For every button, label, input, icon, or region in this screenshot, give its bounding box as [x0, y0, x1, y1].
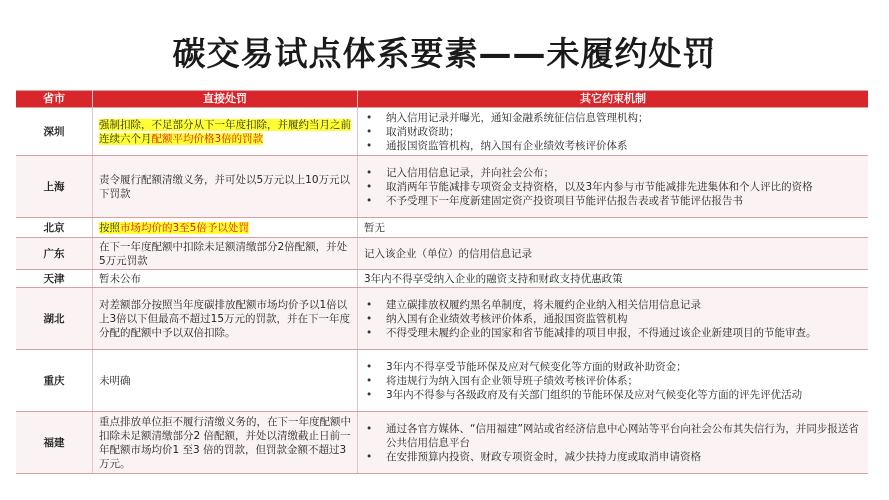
row-direct-penalty [93, 108, 358, 156]
row-city: 重庆 [16, 350, 93, 412]
row-direct-penalty: 未明确 [93, 350, 358, 412]
row-other-constraints: 3年内不得享受纳入企业的融资支持和财政支持优惠政策 [358, 270, 869, 288]
row-other-constraints [358, 156, 869, 218]
list-item: • 3年内不得参与各级政府及有关部门组织的节能环保及应对气候变化等方面的评先评优活动 [386, 388, 862, 402]
table-row [16, 218, 868, 238]
direct-text-emphasis: 配额平均价格3倍的罚款 [151, 132, 264, 145]
list-item: • 3年内不得享受节能环保及应对气候变化等方面的财政补助资金； [386, 360, 862, 374]
penalty-table [16, 90, 868, 474]
table-row [16, 156, 868, 218]
direct-text: 按照 [99, 221, 120, 234]
list-item: • 取消财政资助； [386, 125, 862, 139]
list-item: • 纳入信用记录并曝光，通知金融系统征信信息管理机构； [386, 111, 862, 125]
table-row [16, 108, 868, 156]
table-row [16, 238, 868, 270]
direct-text-emphasis: 市场均价的3至5倍予以处罚 [120, 221, 249, 234]
list-item: • 在安排预算内投资、财政专项资金时，减少扶持力度或取消申请资格 [386, 450, 862, 464]
table-row [16, 288, 868, 350]
table-row [16, 270, 868, 288]
table-row [16, 350, 868, 412]
list-item: • 建立碳排放权履约黑名单制度，将未履约企业纳入相关信用信息记录 [386, 298, 862, 312]
list-item: • 不予受理下一年度新建固定资产投资项目节能评估报告表或者节能评估报告书 [386, 194, 862, 208]
row-other-constraints [358, 412, 869, 474]
list-item: • 将违规行为纳入国有企业领导班子绩效考核评价体系； [386, 374, 862, 388]
row-direct-penalty: 重点排放单位拒不履行清缴义务的，在下一年度配额中扣除未足额清缴部分2 倍配额，并处以清缴截止日前一年配额市场均价1 至3 倍的罚款，但罚款金额不超过3 万元。 [93, 412, 358, 474]
direct-text: 强制扣除，不足部分从下一年度扣除，并履约当月之前连续六个月 [99, 118, 351, 145]
row-direct-penalty: 责令履行配额清缴义务，并可处以5万元以上10万元以下罚款 [93, 156, 358, 218]
table-header-row [16, 91, 868, 108]
list-item: • 纳入国有企业绩效考核评价体系，通报国资监管机构 [386, 312, 862, 326]
row-other-constraints [358, 108, 869, 156]
row-city: 北京 [16, 218, 93, 238]
header-other-constraints: 其它约束机制 [358, 91, 869, 108]
row-city: 湖北 [16, 288, 93, 350]
row-city: 深圳 [16, 108, 93, 156]
row-other-constraints: 记入该企业（单位）的信用信息记录 [358, 238, 869, 270]
row-direct-penalty [93, 218, 358, 238]
list-item: • 通过各官方媒体、“信用福建”网站或省经济信息中心网站等平台向社会公布其失信行为，并同步报送省公共信用信息平台 [386, 422, 862, 450]
row-direct-penalty: 在下一年度配额中扣除未足额清缴部分2倍配额，并处5万元罚款 [93, 238, 358, 270]
header-direct-penalty: 直接处罚 [93, 91, 358, 108]
row-other-constraints [358, 288, 869, 350]
row-city: 天津 [16, 270, 93, 288]
list-item: • 取消两年节能减排专项资金支持资格，以及3年内参与市节能减排先进集体和个人评比的资格 [386, 180, 862, 194]
row-direct-penalty: 对差额部分按照当年度碳排放配额市场均价予以1倍以上3倍以下但最高不超过15万元的罚款，并在下一年度分配的配额中予以双倍扣除。 [93, 288, 358, 350]
row-direct-penalty: 暂未公布 [93, 270, 358, 288]
list-item: • 记入信用信息记录，并向社会公布； [386, 166, 862, 180]
row-other-constraints [358, 350, 869, 412]
page-title: 碳交易试点体系要素——未履约处罚 [172, 34, 717, 73]
row-city: 上海 [16, 156, 93, 218]
table-row [16, 412, 868, 474]
list-item: • 不得受理未履约企业的国家和省节能减排的项目申报，不得通过该企业新建项目的节能审查。 [386, 326, 862, 340]
header-city: 省市 [16, 91, 93, 108]
row-city: 广东 [16, 238, 93, 270]
row-city: 福建 [16, 412, 93, 474]
list-item: • 通报国资监管机构，纳入国有企业绩效考核评价体系 [386, 139, 862, 153]
row-other-constraints: 暂无 [358, 218, 869, 238]
